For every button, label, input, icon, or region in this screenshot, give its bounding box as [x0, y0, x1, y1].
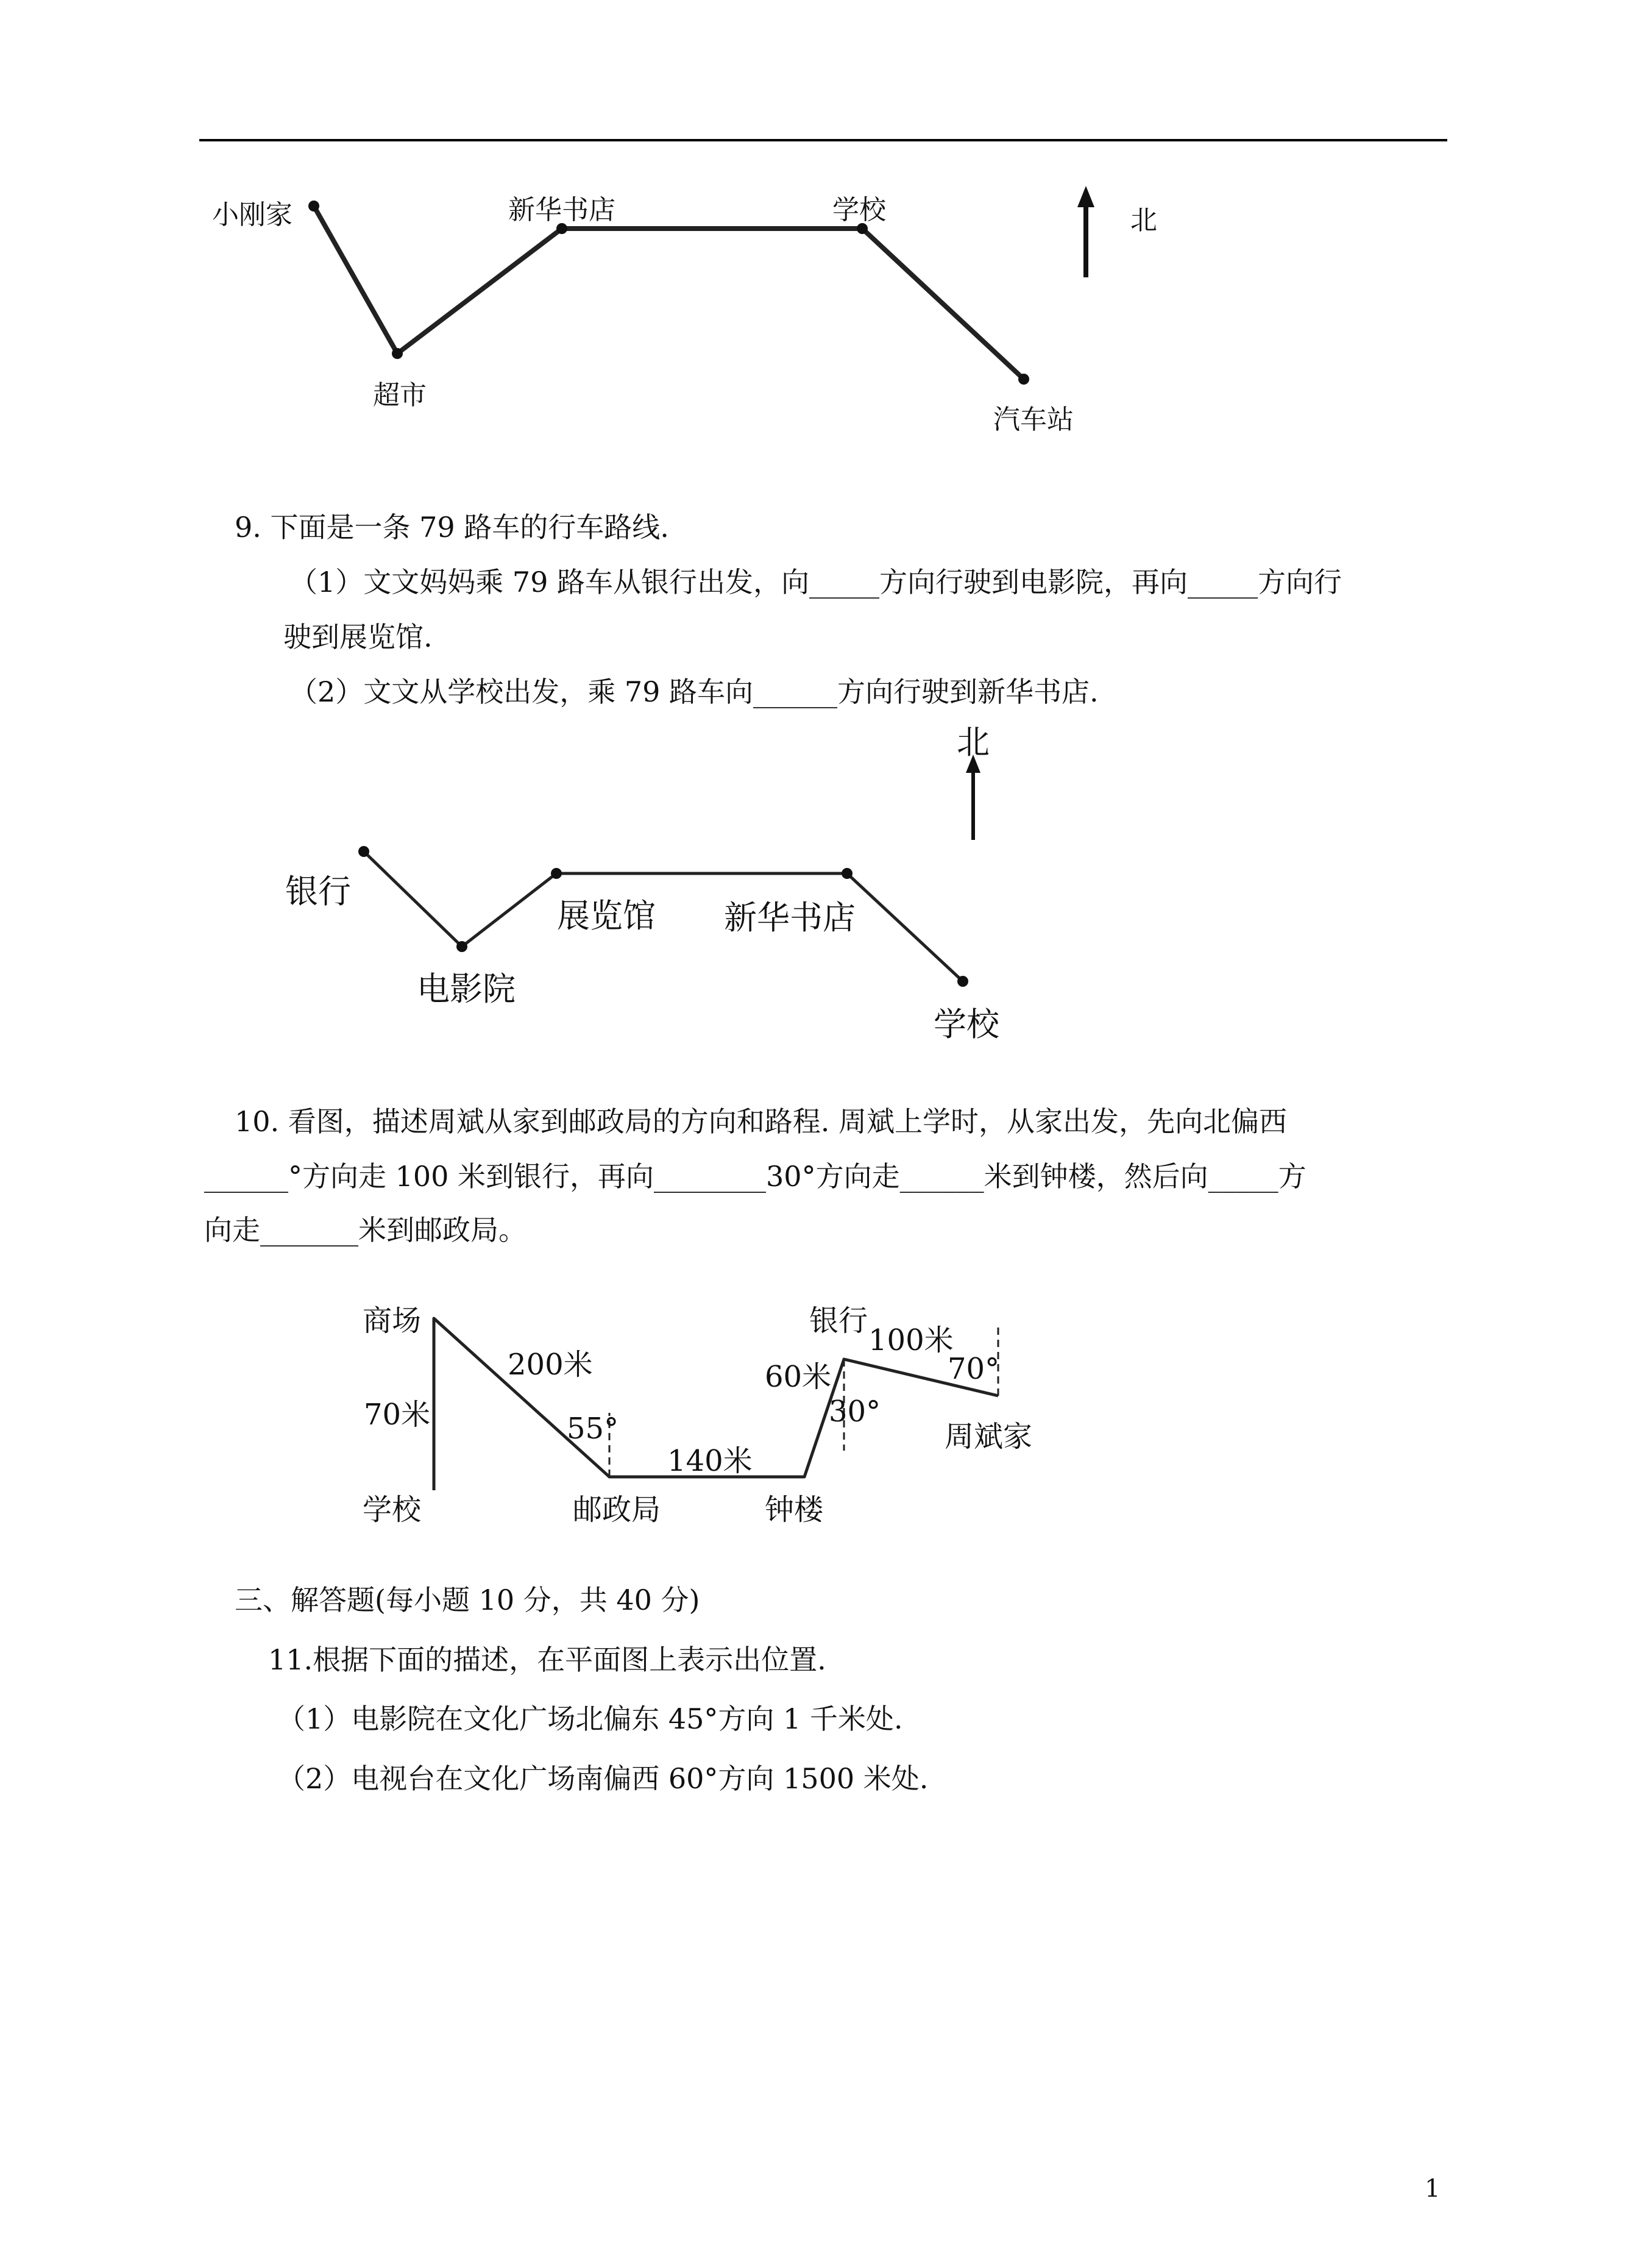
q10-line1: 10. 看图，描述周斌从家到邮政局的方向和路程. 周斌上学时，从家出发，先向北偏西 [235, 1105, 1288, 1138]
q10-line2: ______°方向走 100 米到银行，再向________30°方向走______米到钟楼，然后向_____方 [204, 1160, 1306, 1193]
label-bank-3: 银行 [809, 1304, 868, 1338]
label-zhoubin-home: 周斌家 [945, 1420, 1033, 1454]
label-140m: 140米 [667, 1444, 753, 1478]
label-mall: 商场 [363, 1304, 422, 1338]
label-post-office: 邮政局 [573, 1493, 661, 1527]
label-70m: 70米 [364, 1398, 431, 1432]
label-north-2: 北 [957, 723, 990, 761]
label-bookstore: 新华书店 [508, 194, 615, 226]
label-bookstore-2: 新华书店 [724, 898, 856, 937]
q11-title: 11.根据下面的描述，在平面图上表示出位置. [268, 1643, 826, 1676]
label-north-1: 北 [1130, 205, 1157, 236]
q11-part1: （1）电影院在文化广场北偏东 45°方向 1 千米处. [277, 1702, 903, 1735]
label-angle-55: 55° [567, 1412, 619, 1446]
label-cinema: 电影院 [417, 970, 516, 1008]
label-100m: 100米 [868, 1323, 954, 1357]
q9-part2: （2）文文从学校出发，乘 79 路车向______方向行驶到新华书店. [289, 675, 1099, 708]
label-school: 学校 [832, 194, 886, 226]
label-200m: 200米 [508, 1348, 593, 1382]
q9-part1-line2: 驶到展览馆. [283, 620, 433, 653]
label-school-2: 学校 [934, 1005, 999, 1043]
q11-part2: （2）电视台在文化广场南偏西 60°方向 1500 米处. [277, 1762, 929, 1795]
label-angle-30: 30° [829, 1395, 881, 1429]
q9-title: 9. 下面是一条 79 路车的行车路线. [235, 511, 669, 544]
label-60m: 60米 [765, 1360, 832, 1394]
label-supermarket: 超市 [373, 380, 427, 411]
page-number: 1 [1425, 2175, 1441, 2203]
q10-line3: 向走_______米到邮政局。 [204, 1214, 526, 1246]
label-angle-70: 70° [948, 1352, 1000, 1386]
label-clock-tower: 钟楼 [765, 1493, 824, 1527]
label-exhibition: 展览馆 [557, 897, 656, 935]
label-bus-station: 汽车站 [993, 404, 1074, 435]
label-school-3: 学校 [363, 1493, 422, 1527]
q9-part1-line1: （1）文文妈妈乘 79 路车从银行出发，向_____方向行驶到电影院，再向_____方向行 [289, 566, 1342, 599]
section3-title: 三、解答题(每小题 10 分，共 40 分) [235, 1584, 700, 1616]
label-home: 小刚家 [212, 199, 292, 230]
label-bank-2: 银行 [285, 872, 351, 911]
